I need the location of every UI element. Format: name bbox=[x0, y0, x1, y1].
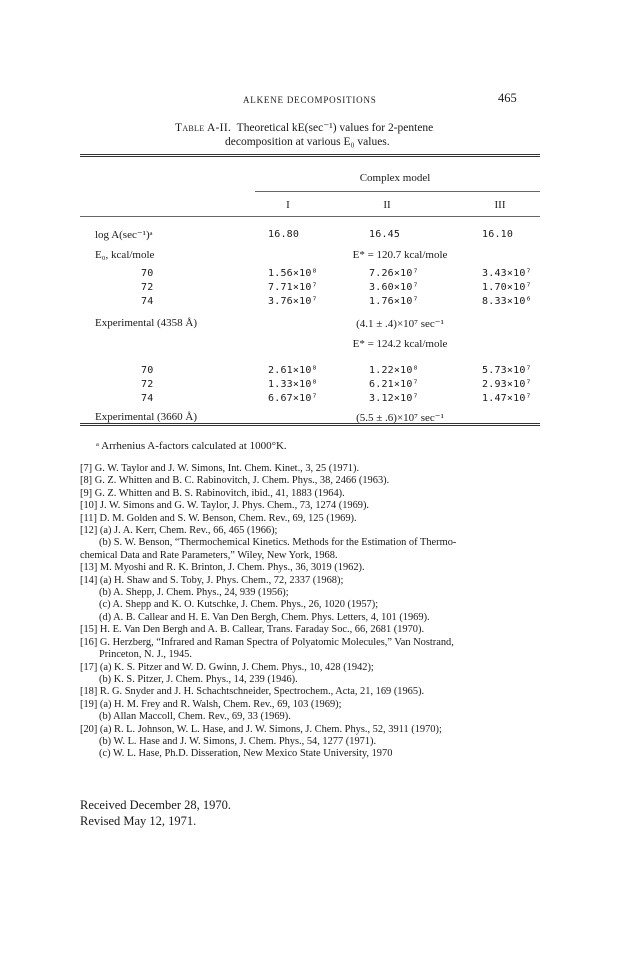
received-date: Received December 28, 1970. bbox=[80, 798, 231, 812]
col-header-ii: II bbox=[383, 199, 391, 211]
table-footnote: ᵃ Arrhenius A-factors calculated at 1000°K. bbox=[96, 440, 287, 452]
reference-14: [14] (a) H. Shaw and S. Toby, J. Phys. Chem., 72, 2337 (1968); (b) A. Shepp, J. Chem. Phys., 24, 939 (1956); (c) A. Shepp and K. O. Kutschke, J. Chem. Phys., 26, 1020 (1957); (d) A. B. Callear and H. E. Van Den Bergh, Chem. Phys. Letters, 4, 101 (1969). bbox=[80, 574, 430, 623]
b1-r3-ii: 1.76×10⁷ bbox=[369, 296, 419, 307]
col-header-i: I bbox=[286, 199, 290, 211]
b2-r2-iii: 2.93×10⁷ bbox=[482, 379, 532, 390]
b2-r3-e0: 74 bbox=[141, 393, 154, 404]
reference-13: [13] M. Myoshi and R. K. Brinton, J. Chem. Phys., 36, 3019 (1962). bbox=[80, 562, 365, 574]
references-list bbox=[80, 463, 550, 761]
b1-r2-i: 7.71×10⁷ bbox=[268, 282, 318, 293]
reference-16: [16] G. Herzberg, “Infrared and Raman Spectra of Polyatomic Molecules,” Van Nostrand, Princeton, N. J., 1945. bbox=[80, 636, 454, 661]
b2-r1-ii: 1.22×10⁸ bbox=[369, 365, 419, 376]
b2-r1-i: 2.61×10⁸ bbox=[268, 365, 318, 376]
b1-r1-i: 1.56×10⁸ bbox=[268, 268, 318, 279]
exp-value-2: (5.5 ± .6)×10⁷ sec⁻¹ bbox=[356, 412, 444, 424]
b2-r2-i: 1.33×10⁸ bbox=[268, 379, 318, 390]
b2-r2-e0: 72 bbox=[141, 379, 154, 390]
reference-7: [7] G. W. Taylor and J. W. Simons, Int. Chem. Kinet., 3, 25 (1971). bbox=[80, 463, 360, 474]
loga-i: 16.80 bbox=[268, 229, 300, 240]
b2-r3-i: 6.67×10⁷ bbox=[268, 393, 318, 404]
page-number: 465 bbox=[498, 91, 517, 105]
group-header-rule bbox=[255, 191, 540, 192]
reference-9: [9] G. Z. Whitten and B. S. Rabinovitch, ibid., 41, 1883 (1964). bbox=[80, 487, 345, 499]
b1-r1-ii: 7.26×10⁷ bbox=[369, 268, 419, 279]
col-header-iii: III bbox=[494, 199, 506, 211]
exp-label-1: Experimental (4358 Å) bbox=[95, 317, 198, 329]
exp-label-2: Experimental (3660 Å) bbox=[95, 411, 198, 423]
reference-19: [19] (a) H. M. Frey and R. Walsh, Chem. Rev., 69, 103 (1969); (b) Allan Maccoll, Chem. Rev., 69, 33 (1969). bbox=[80, 698, 342, 723]
loga-iii: 16.10 bbox=[482, 229, 514, 240]
reference-10: [10] J. W. Simons and G. W. Taylor, J. Phys. Chem., 73, 1274 (1969). bbox=[80, 500, 370, 512]
b1-r1-iii: 3.43×10⁷ bbox=[482, 268, 532, 279]
caption-line-1: Theoretical kE(sec⁻¹) values for 2-pentene bbox=[236, 122, 434, 134]
reference-15: [15] H. E. Van Den Bergh and A. B. Callear, Trans. Faraday Soc., 66, 2681 (1970). bbox=[80, 624, 425, 636]
b2-r2-ii: 6.21×10⁷ bbox=[369, 379, 419, 390]
b1-r2-e0: 72 bbox=[141, 282, 154, 293]
table-label: Table A-II. bbox=[175, 122, 232, 134]
reference-20: [20] (a) R. L. Johnson, W. L. Hase, and J. W. Simons, J. Chem. Phys., 52, 3911 (1970); (b) W. L. Hase and J. W. Simons, J. Chem. Phys., 54, 1277 (1971). (c) W. L. Hase, Ph.D. Disseration, New Mexico State University, 1970 bbox=[80, 723, 442, 760]
reference-11: [11] D. M. Golden and S. W. Benson, Chem. Rev., 69, 125 (1969). bbox=[80, 512, 357, 524]
reference-17: [17] (a) K. S. Pitzer and W. D. Gwinn, J. Chem. Phys., 10, 428 (1942); (b) K. S. Pitzer, J. Chem. Phys., 14, 239 (1946). bbox=[80, 661, 374, 685]
b2-r1-e0: 70 bbox=[141, 365, 154, 376]
estar-block-2: E* = 124.2 kcal/mole bbox=[352, 338, 448, 350]
received-dates bbox=[80, 797, 231, 829]
b1-r3-i: 3.76×10⁷ bbox=[268, 296, 318, 307]
reference-12: [12] (a) J. A. Kerr, Chem. Rev., 66, 465 (1966); (b) S. W. Benson, “Thermochemical Kinetics. Methods for the Estimation of Thermo- chemical Data and Rate Parameters,” Wiley, New York, 1968. bbox=[80, 525, 457, 561]
b2-r3-iii: 1.47×10⁷ bbox=[482, 393, 532, 404]
group-header: Complex model bbox=[359, 172, 431, 184]
table-caption bbox=[175, 121, 475, 149]
running-head: ALKENE DECOMPOSITIONS bbox=[243, 95, 377, 105]
reference-18: [18] R. G. Snyder and J. H. Schachtschneider, Spectrochem., Acta, 21, 169 (1965). bbox=[80, 686, 425, 698]
column-header-rule bbox=[80, 216, 540, 217]
table-top-rule bbox=[80, 154, 540, 157]
loga-ii: 16.45 bbox=[369, 229, 401, 240]
exp-value-1: (4.1 ± .4)×10⁷ sec⁻¹ bbox=[356, 318, 444, 330]
b1-r3-iii: 8.33×10⁶ bbox=[482, 296, 532, 307]
estar-block-1: E* = 120.7 kcal/mole bbox=[352, 249, 448, 261]
b1-r1-e0: 70 bbox=[141, 268, 154, 279]
b2-r1-iii: 5.73×10⁷ bbox=[482, 365, 532, 376]
b1-r2-iii: 1.70×10⁷ bbox=[482, 282, 532, 293]
loga-label: log A(sec⁻¹)ᵃ bbox=[95, 229, 153, 241]
b2-r3-ii: 3.12×10⁷ bbox=[369, 393, 419, 404]
caption-line-2: decomposition at various E₀ values. bbox=[225, 136, 390, 148]
reference-8: [8] G. Z. Whitten and B. C. Rabinovitch, J. Chem. Phys., 38, 2466 (1963). bbox=[80, 475, 390, 487]
e0-label: E₀, kcal/mole bbox=[95, 249, 155, 261]
revised-date: Revised May 12, 1971. bbox=[80, 814, 197, 828]
b1-r3-e0: 74 bbox=[141, 296, 154, 307]
b1-r2-ii: 3.60×10⁷ bbox=[369, 282, 419, 293]
